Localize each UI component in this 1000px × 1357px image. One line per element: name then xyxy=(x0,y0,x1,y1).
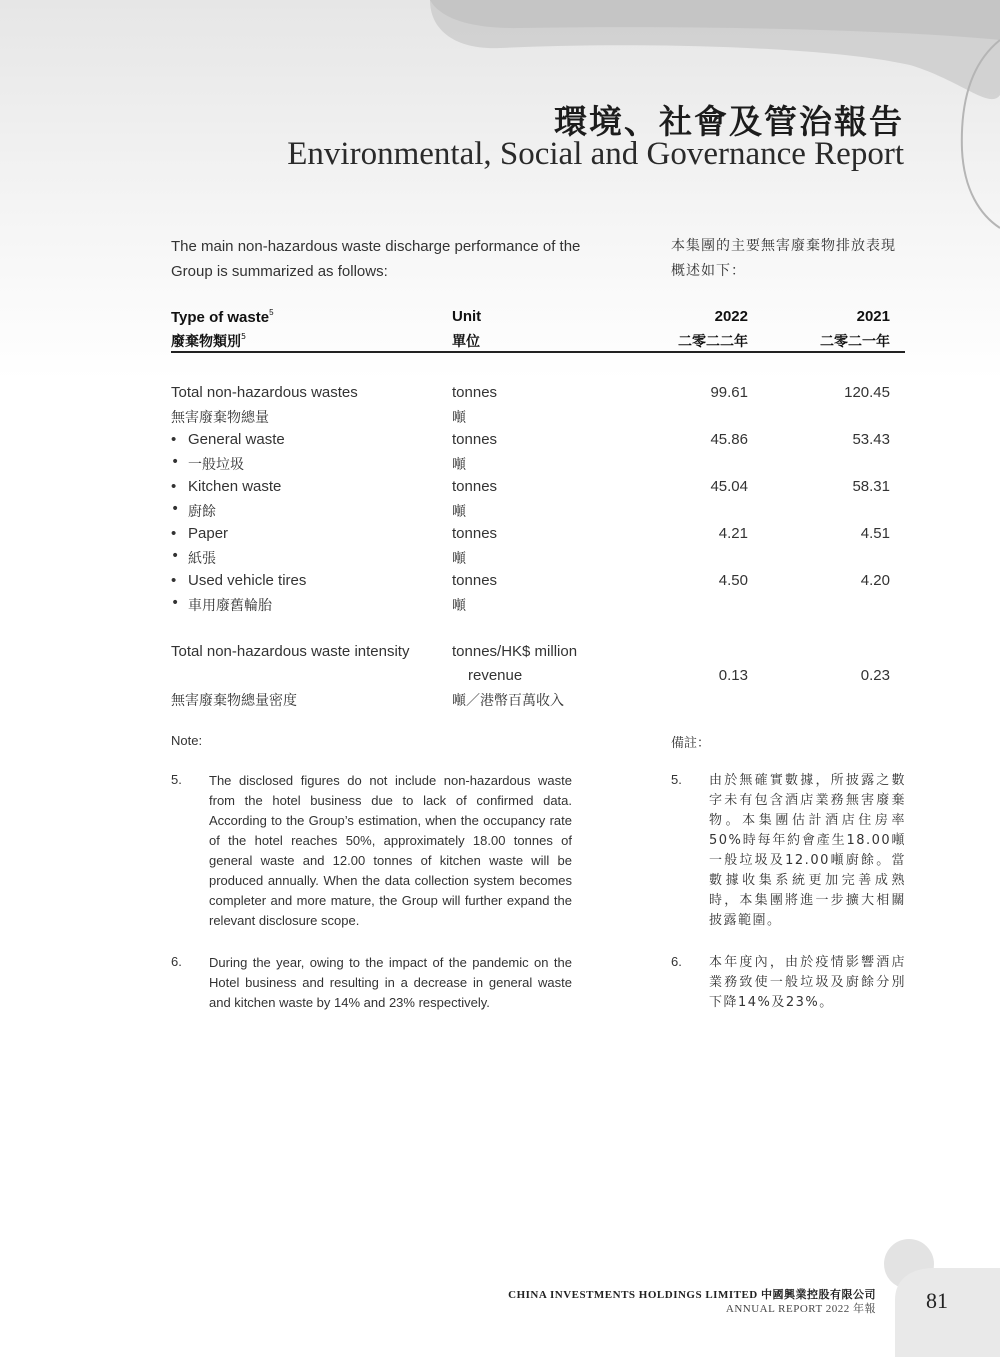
row-kitchen-name-zh: • 廚餘 xyxy=(171,501,216,521)
footer-report: ANNUAL REPORT 2022 年報 xyxy=(725,1303,876,1315)
row-intensity-unit-en-1: tonnes/HK$ million xyxy=(452,643,578,660)
note-6-text-zh: 本年度內，由於疫情影響酒店業務致使一般垃圾及廚餘分別下降14%及23%。 xyxy=(709,955,906,1010)
footer-company: CHINA INVESTMENTS HOLDINGS LIMITED 中國興業控股有限公司 xyxy=(508,1289,876,1301)
row-tires-2022: 4.50 xyxy=(718,572,748,589)
row-kitchen-unit-en: tonnes xyxy=(452,478,498,495)
header-2021-zh: 二零二一年 xyxy=(820,334,890,350)
intro-text-zh: 本集團的主要無害廢棄物排放表現概述如下： xyxy=(671,238,896,279)
intro-text-en: The main non-hazardous waste discharge performance of the Group is summarized as follows: xyxy=(171,238,581,280)
row-intensity-2021: 0.23 xyxy=(860,667,890,684)
row-paper-name-zh: • 紙張 xyxy=(171,548,216,568)
row-general-2021: 53.43 xyxy=(852,431,890,448)
header-2022-zh: 二零二二年 xyxy=(678,334,748,350)
row-intensity-unit-en-2: revenue xyxy=(468,667,523,684)
row-total-2022: 99.61 xyxy=(710,384,748,401)
row-paper-unit-zh: 噸 xyxy=(452,551,466,567)
note-6-text-en: During the year, owing to the impact of the pandemic on the Hotel business and resulting in a decrease in general waste and kitchen waste by 14% and 23% respectively. xyxy=(209,955,572,1010)
row-kitchen-2022: 45.04 xyxy=(710,478,748,495)
row-tires-name-zh: • 車用廢舊輪胎 xyxy=(171,595,272,615)
row-general-unit-zh: 噸 xyxy=(452,457,466,473)
row-general-2022: 45.86 xyxy=(710,431,748,448)
row-paper-2021: 4.51 xyxy=(860,525,890,542)
row-tires-2021: 4.20 xyxy=(860,572,890,589)
header-2021-en: 2021 xyxy=(856,308,890,325)
row-total-2021: 120.45 xyxy=(844,384,890,401)
note-5-number-zh: 5. xyxy=(671,772,682,787)
row-intensity-name-zh: 無害廢棄物總量密度 xyxy=(171,693,297,709)
row-intensity-name-en: Total non-hazardous waste intensity xyxy=(171,643,410,660)
note-label-zh: 備註： xyxy=(671,736,711,751)
row-intensity-2022: 0.13 xyxy=(718,667,748,684)
row-tires-unit-en: tonnes xyxy=(452,572,498,589)
row-tires-name-en: • Used vehicle tires xyxy=(171,572,306,589)
row-total-name-en: Total non-hazardous wastes xyxy=(171,384,358,401)
note-6-number-zh: 6. xyxy=(671,954,682,969)
header-type-zh: 廢棄物類別$^5$ xyxy=(171,332,247,350)
row-kitchen-2021: 58.31 xyxy=(852,478,890,495)
note-5-text-zh: 由於無確實數據，所披露之數字未有包含酒店業務無害廢棄物。本集團估計酒店住房率50%時每年約會產生18.00噸一般垃圾及12.00噸廚餘。當數據收集系統更加完善成熟時，本集團將進一步擴大相關披露範圍。 xyxy=(709,773,906,928)
note-6-number-en: 6. xyxy=(171,954,182,969)
row-total-unit-en: tonnes xyxy=(452,384,498,401)
row-kitchen-name-en: • Kitchen waste xyxy=(171,478,281,495)
row-kitchen-unit-zh: 噸 xyxy=(452,504,466,520)
header-type-en: Type of waste$^5$ xyxy=(171,308,274,326)
header-unit-en: Unit xyxy=(452,308,482,325)
row-paper-2022: 4.21 xyxy=(718,525,748,542)
header-2022-en: 2022 xyxy=(714,308,748,325)
row-general-name-zh: • 一般垃圾 xyxy=(171,454,244,474)
row-paper-name-en: • Paper xyxy=(171,525,228,542)
row-tires-unit-zh: 噸 xyxy=(452,598,466,614)
note-5-number-en: 5. xyxy=(171,772,182,787)
page-title-en: Environmental, Social and Governance Report xyxy=(287,136,904,172)
header-divider xyxy=(171,351,905,353)
note-label-en: Note: xyxy=(171,733,203,748)
row-general-name-en: • General waste xyxy=(171,431,285,448)
note-5-text-en: The disclosed figures do not include non-hazardous waste from the hotel business due to lack of confirmed data. According to the Group’s estimation, when the occupancy rate of the hotel reaches 50%, approximately 18.00 tonnes of general waste and 12.00 tonnes of kitchen waste will be produced annually. When the data collection system becomes completer and more mature, the Group will further expand the relevant disclosure scope. xyxy=(209,773,572,928)
page-title-zh: 環境、社會及管治報告 xyxy=(554,102,904,141)
header-unit-zh: 單位 xyxy=(452,334,480,350)
row-total-unit-zh: 噸 xyxy=(452,410,466,426)
row-paper-unit-en: tonnes xyxy=(452,525,498,542)
row-general-unit-en: tonnes xyxy=(452,431,498,448)
page-number: 81 xyxy=(926,1288,948,1313)
row-total-name-zh: 無害廢棄物總量 xyxy=(171,410,269,426)
row-intensity-unit-zh: 噸／港幣百萬收入 xyxy=(452,693,564,709)
